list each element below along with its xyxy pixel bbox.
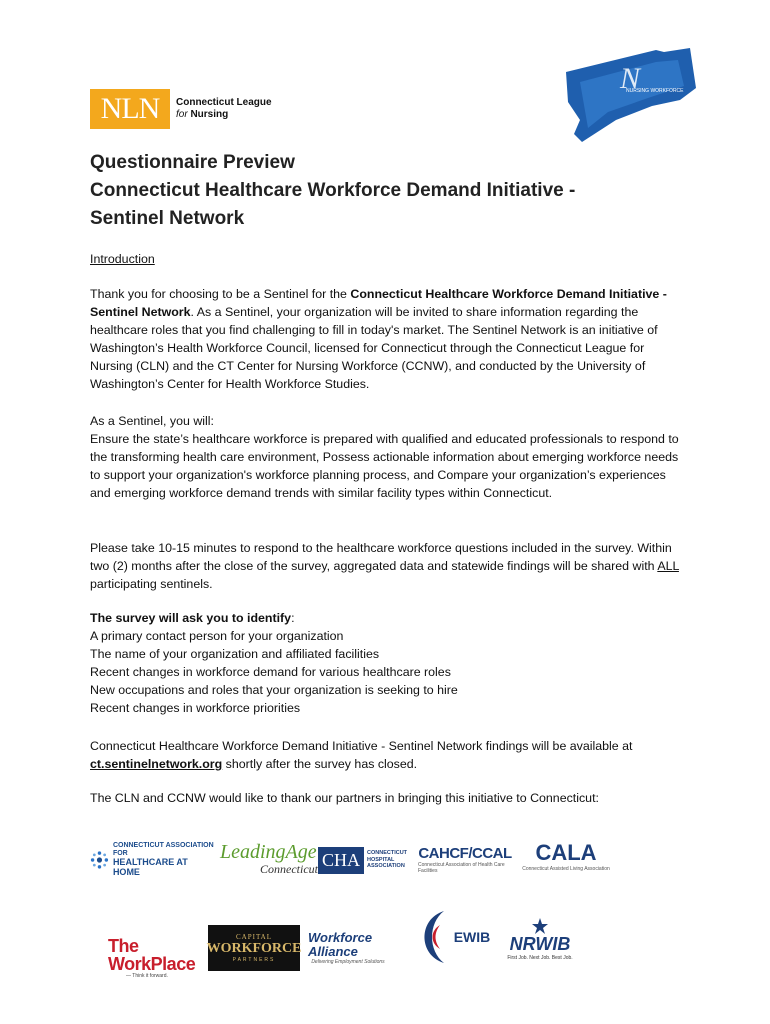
nln-name-line2: for Nursing (176, 109, 229, 120)
dots-icon (90, 849, 109, 871)
partner-logo-nrwib: NRWIB First Job. Next Job. Best Job. (504, 907, 576, 971)
partner-logo-cahcf-ccal: CAHCF/CCAL Connecticut Association of Health Care Facilities (418, 844, 512, 874)
partner-logo-workplace: The WorkPlace — Think it forward. (108, 936, 196, 979)
partner-logo-ewib: EWIB (404, 903, 500, 971)
list-item: Recent changes in workforce priorities (90, 701, 301, 715)
partner-logo-leadingage: LeadingAge Connecticut (220, 840, 318, 876)
list-item: A primary contact person for your organization (90, 629, 344, 643)
list-item: The name of your organization and affiliated facilities (90, 647, 380, 661)
sentinel-body: Ensure the state’s healthcare workforce is prepared with qualified and educated professionals to respond to the transforming health care environment, Possess actionable information about emerging workforce needs to support your organization's workforce planning process, and Compare your organization’s experiences and emerging workforce demand trends with similar facility types within Connecticut. (90, 432, 679, 500)
nursing-workforce-map-logo (560, 42, 700, 150)
sentinel-paragraph (90, 412, 680, 502)
partner-logo-cala: CALA Connecticut Assisted Living Association (522, 840, 610, 872)
partner-logo-workforce-alliance: Workforce Alliance Delivering Employment Solutions (308, 930, 385, 965)
survey-identify-section (90, 609, 680, 717)
introduction-paragraph: Thank you for choosing to be a Sentinel for the Connecticut Healthcare Workforce Demand Initiative - Sentinel Network. As a Sentinel, your organization will be invited to share information regarding the healthcare roles that you find challenging to fill in today's market. The Sentinel Network is an initiative of Washington’s Health Workforce Council, licensed for Connecticut through the Connecticut League for Nursing (CLN) and the CT Center for Nursing Workforce (CCNW), and conducted by the University of Washington’s Center for Health Workforce Studies. (90, 287, 667, 391)
nln-mark: NLN (90, 89, 170, 129)
swoosh-icon (414, 907, 454, 967)
partner-logo-capital-workforce: CAPITAL WORKFORCE PARTNERS (208, 925, 300, 971)
page-title: Questionnaire Preview (90, 152, 295, 173)
introduction-heading: Introduction (90, 252, 155, 266)
survey-heading: The survey will ask you to identify: (90, 611, 295, 625)
list-item: Recent changes in workforce demand for various healthcare roles (90, 665, 451, 679)
nln-logo (90, 89, 272, 129)
sentinel-network-link[interactable]: ct.sentinelnetwork.org (90, 757, 223, 771)
page-subtitle-line2: Sentinel Network (90, 208, 245, 229)
nln-name-line1: Connecticut League (176, 97, 272, 108)
survey-time-paragraph: Please take 10-15 minutes to respond to the healthcare workforce questions included in the survey. Within two (2) months after the close of the survey, aggregated data and statewide findings will be shared with ALL participating sentinels. (90, 541, 679, 591)
thanks-paragraph: The CLN and CCNW would like to thank our partners in bringing this initiative to Connecticut: (90, 791, 599, 805)
partner-logo-healthcare-at-home (90, 843, 214, 877)
list-item: New occupations and roles that your organization is seeking to hire (90, 683, 458, 697)
map-logo-text: NURSING WORKFORCE (626, 88, 684, 94)
healthcare-at-home-text: CONNECTICUT ASSOCIATION FOR HEALTHCARE AT HOME (112, 842, 214, 877)
partner-logo-cha: CHA CONNECTICUT HOSPITAL ASSOCIATION (318, 843, 412, 877)
sentinel-lead: As a Sentinel, you will: (90, 414, 214, 428)
page-subtitle-line1: Connecticut Healthcare Workforce Demand Initiative - (90, 180, 576, 201)
star-icon (532, 918, 548, 934)
findings-paragraph: Connecticut Healthcare Workforce Demand Initiative - Sentinel Network findings will be available at ct.sentinelnetwork.org shortly after the survey has closed. (90, 739, 633, 771)
svg-text:N: N (620, 62, 641, 95)
nln-name (176, 97, 272, 121)
